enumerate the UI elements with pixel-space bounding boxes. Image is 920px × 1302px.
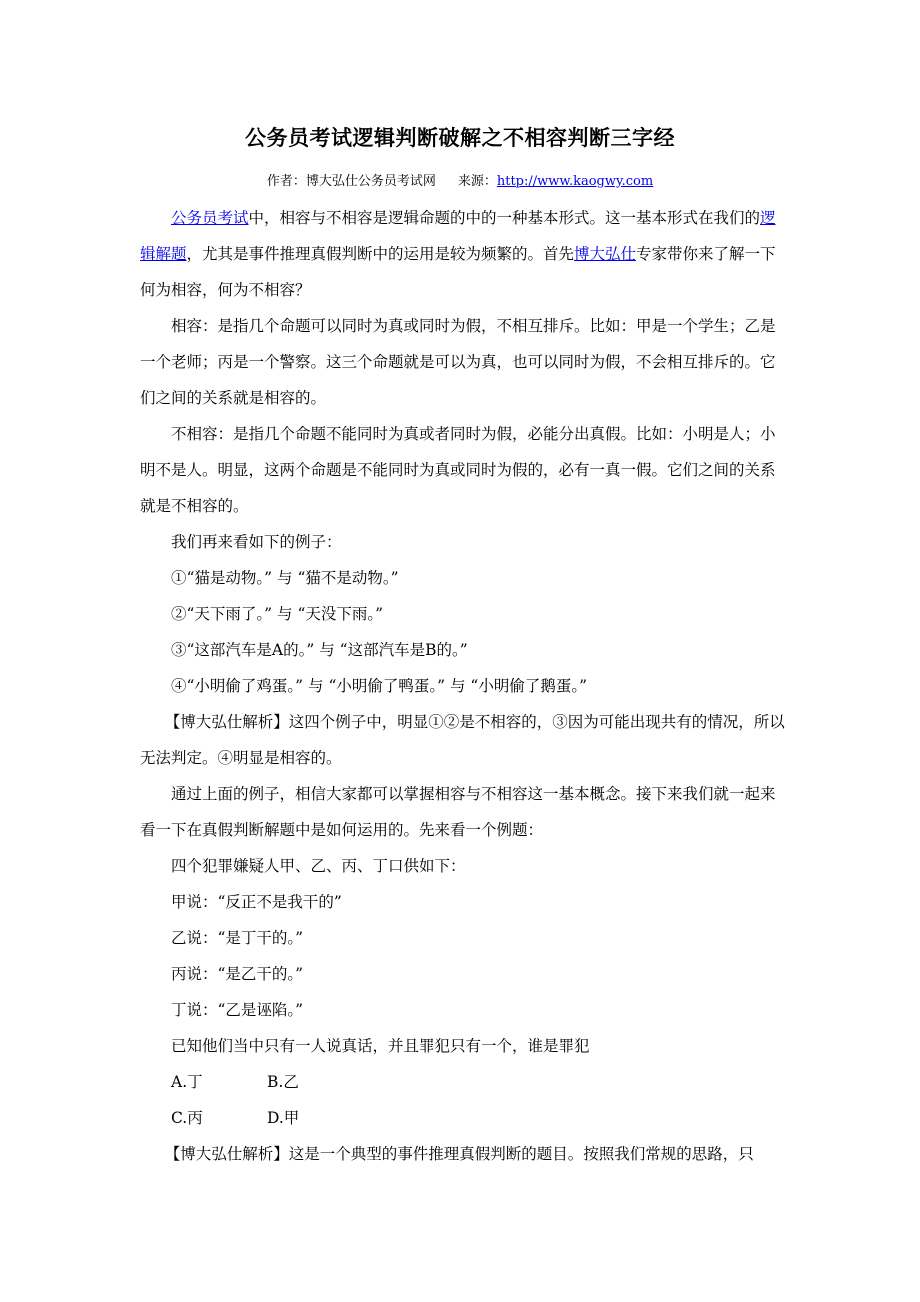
byline-author: 作者：博大弘仕公务员考试网 <box>266 174 436 189</box>
paragraph-examples-intro: 我们再来看如下的例子： <box>171 533 342 551</box>
example-2: ②“天下雨了。” 与 “天没下雨。” <box>171 605 384 623</box>
paragraph-compatible: 相容：是指几个命题可以同时为真或同时为假，不相互排斥。比如：甲是一个学生；乙是一个老师；丙是一个警察。这三个命题就是可以为真，也可以同时为假，不会相互排斥的。它们之间的关系就是相容的。 <box>140 317 776 407</box>
option-c: C.丙 <box>171 1109 203 1127</box>
source-url-link[interactable]: http://www.kaogwy.com <box>496 174 654 189</box>
byline-source-label: 来源： <box>457 174 497 189</box>
page-title: 公务员考试逻辑判断破解之不相容判断三字经 <box>245 126 675 150</box>
statement-yi: 乙说：“是丁干的。” <box>171 929 304 947</box>
option-b: B.乙 <box>267 1073 299 1091</box>
statement-bing: 丙说：“是乙干的。” <box>171 965 304 983</box>
paragraph-analysis-1: 【博大弘仕解析】这四个例子中，明显①②是不相容的，③因为可能出现共有的情况，所以无法判定。④明显是相容的。 <box>140 713 785 767</box>
statement-jia: 甲说：“反正不是我干的” <box>171 893 342 911</box>
link-logic-solving[interactable]: 逻辑解题 <box>140 209 776 263</box>
paragraph-intro-text-2: ，尤其是事件推理真假判断中的运用是较为频繁的。首先 <box>186 245 575 263</box>
paragraph-incompatible: 不相容：是指几个命题不能同时为真或者同时为假，必能分出真假。比如：小明是人；小明不是人。明显，这两个命题是不能同时为真或同时为假的，必有一真一假。它们之间的关系就是不相容的。 <box>140 425 776 515</box>
paragraph-transition: 通过上面的例子，相信大家都可以掌握相容与不相容这一基本概念。接下来我们就一起来看一下在真假判断解题中是如何运用的。先来看一个例题： <box>140 785 776 839</box>
example-3: ③“这部汽车是A的。” 与 “这部汽车是B的。” <box>171 641 468 659</box>
paragraph-intro <box>140 200 790 308</box>
question: 已知他们当中只有一人说真话，并且罪犯只有一个，谁是罪犯 <box>171 1037 590 1055</box>
example-1: ①“猫是动物。” 与 “猫不是动物。” <box>171 569 399 587</box>
statement-ding: 丁说：“乙是诬陷。” <box>171 1001 304 1019</box>
option-a: A.丁 <box>171 1073 203 1091</box>
article-body <box>140 200 790 1172</box>
link-bodahongshi[interactable]: 博大弘仕 <box>574 245 637 263</box>
paragraph-analysis-2: 【博大弘仕解析】这是一个典型的事件推理真假判断的题目。按照我们常规的思路，只 <box>164 1145 754 1163</box>
paragraph-intro-text-1: 中，相容与不相容是逻辑命题的中的一种基本形式。这一基本形式在我们的 <box>248 209 761 227</box>
paragraph-suspects: 四个犯罪嫌疑人甲、乙、丙、丁口供如下： <box>171 857 466 875</box>
link-civil-service-exam[interactable]: 公务员考试 <box>171 209 249 227</box>
paragraph-intro-text-3: 专家带你来了解一下何为相容，何为不相容？ <box>140 245 776 299</box>
option-d: D.甲 <box>267 1109 300 1127</box>
example-4: ④“小明偷了鸡蛋。” 与 “小明偷了鸭蛋。” 与 “小明偷了鹅蛋。” <box>171 677 588 695</box>
options-row-1 <box>140 1064 790 1100</box>
options-row-2 <box>140 1100 790 1136</box>
byline <box>0 170 920 189</box>
